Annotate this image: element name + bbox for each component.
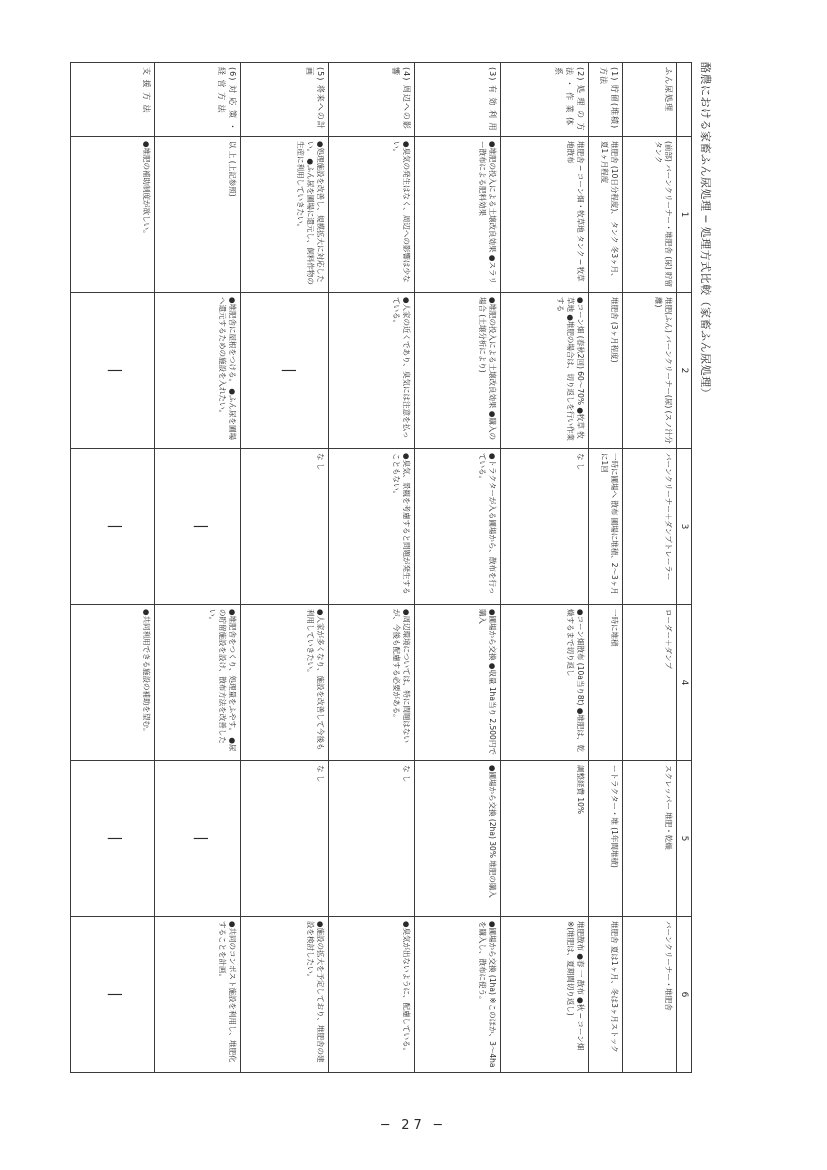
table-cell: ●堆肥の補助制度が欲しい。	[70, 137, 154, 293]
table-cell: ●周辺環境については、特に問題はないが、今後も配慮する必要がある。	[328, 605, 414, 761]
column-number	[676, 63, 691, 137]
empty-cell-dash: |	[154, 761, 240, 917]
empty-cell-dash: |	[70, 917, 154, 1073]
page-number: ─ 27 ─	[381, 1118, 446, 1133]
column-number: 4	[676, 605, 691, 761]
table-cell: な し	[240, 761, 328, 917]
table-row	[240, 63, 328, 1073]
table-cell: ●堆肥舎に屋根をつける。 ●ふん尿を圃場へ還元するための施設を入れたい。	[154, 293, 240, 449]
table-cell: ●堆肥の投入による土壌改良効果 ●購入の場合 (土壌分析により)	[414, 293, 500, 449]
row-label: (5) 将来への計画	[240, 63, 328, 137]
table-row	[328, 63, 414, 1073]
empty-cell-dash: |	[240, 293, 328, 449]
column-number-row	[676, 63, 691, 1073]
row-label: ふん尿処理	[622, 63, 676, 137]
empty-cell-dash: |	[70, 449, 154, 605]
table-cell: ●共同利用できる施設の補助を望む。	[70, 605, 154, 761]
table-cell: な し	[240, 449, 328, 605]
table-cell: ●コーン畑 (春秋2回) 60〜70% ●牧草 牧草地 ●堆肥の場合は、切り返しを行い作業する	[500, 293, 588, 449]
row-label: (2) 処 理 の 方 法 ・ 作 業 体 系	[500, 63, 588, 137]
column-number: 3	[676, 449, 691, 605]
header-row	[622, 63, 676, 1073]
row-label: (6) 対 応 策 ・ 経 営 方 法	[154, 63, 240, 137]
header-cell: 堆肥(ふん) バーンクリーナー(尿) (スノ汁分離)	[622, 293, 676, 449]
column-number: 6	[676, 917, 691, 1073]
table-cell: ●臭気、景観を考慮すると問題が発生することもない。	[328, 449, 414, 605]
table-cell: ●共同のコンポスト施設を利用し、堆肥化することを計画。	[154, 917, 240, 1073]
column-number: 1	[676, 137, 691, 293]
table-cell: 一時に堆積	[588, 605, 622, 761]
table-cell: ●人家の近くであり、臭気には注意を払っている。	[328, 293, 414, 449]
empty-cell-dash: |	[70, 293, 154, 449]
table-cell: ートラクター・堆 (1年間堆積)	[588, 761, 622, 917]
header-cell: バーンクリーナー＋ダンプトレーラー	[622, 449, 676, 605]
table-cell: 調整経費 10%	[500, 761, 588, 917]
table-cell: 一時に圃場へ 散布 圃場に堆積、2〜3ヶ月に1回	[588, 449, 622, 605]
table-cell: ●圃場から交換 (1ha) ※このほか、3〜4haを購入し、散布に使う。	[414, 917, 500, 1073]
row-label: (1) 貯留(堆積)方法	[588, 63, 622, 137]
row-label: (4) 周辺への影響	[328, 63, 414, 137]
table-cell: な し	[500, 449, 588, 605]
table-cell: 堆肥舎 夏は1ヶ月、冬は3ヶ月ストック	[588, 917, 622, 1073]
table-row	[500, 63, 588, 1073]
table-cell: ●コーン畑散布 (10a当り8t) ●堆肥は、乾燥するまで切り返し	[500, 605, 588, 761]
table-cell: ●人家が多くなり、施設を改善して今後も利用していきたい。	[240, 605, 328, 761]
table-cell: ●トラクターが入る圃場から、散布を行っている。	[414, 449, 500, 605]
table-cell: な し	[328, 761, 414, 917]
table-cell: 堆肥舎 ─ コーン畑・牧草地 タンク ─ 牧草地散布	[500, 137, 588, 293]
comparison-table	[70, 62, 692, 1073]
table-cell: ●堆肥舎をつくり、処理量をふやす。 ●尿の貯留施設を設け、散布方法を改善したい。	[154, 605, 240, 761]
column-number: 5	[676, 761, 691, 917]
header-cell: バーンクリーナー・堆肥舎	[622, 917, 676, 1073]
table-cell: ●処理施設を改善し、規模拡大に対応したい。 ●ふん尿を圃場に還元し、飼料作物の生産に利用していきたい。	[240, 137, 328, 293]
row-label: 支 援 方 法	[70, 63, 154, 137]
header-cell: (前部) バーンクリーナー・堆肥舎 (尿) 貯留タンク	[622, 137, 676, 293]
table-cell: 堆肥散布 ●春 一 散布 ●秋 ─ コーン畑 ※(堆肥は、夏期間切り返し)	[500, 917, 588, 1073]
page-heading: 酪農における家畜ふん尿処理 ─ 処理方式比較（家畜ふん尿処理）	[699, 62, 712, 400]
table-cell: ●堆肥の投入による土壌改良効果 ●スラリー散布による肥料効果	[414, 137, 500, 293]
table-cell: ●圃場から交換 (2ha) 30% 堆肥の購入	[414, 761, 500, 917]
header-cell: ローダー＋ダンプ	[622, 605, 676, 761]
table-row	[154, 63, 240, 1073]
table-cell: 堆肥舎 (3ヶ月程度)	[588, 293, 622, 449]
table-cell: ●施設の拡大を予定しており、堆肥舎の建設を検討したい。	[240, 917, 328, 1073]
table-cell: 堆肥舎 (10日分程度)、 タンク 冬3ヶ月、夏1ヶ月程度	[588, 137, 622, 293]
table-row	[588, 63, 622, 1073]
header-cell: スクレッパー 堆肥・乾燥	[622, 761, 676, 917]
table-cell: 以 上 (上記参照)	[154, 137, 240, 293]
table-cell: ●圃場から交換 ●収量 1ha当り 2,500円で購入	[414, 605, 500, 761]
rotated-table-area	[72, 62, 712, 1072]
table-cell: ●臭気の発生はなく、周辺への影響は少ない。	[328, 137, 414, 293]
column-number: 2	[676, 293, 691, 449]
row-label: (3) 有 効 利 用	[414, 63, 500, 137]
empty-cell-dash: |	[70, 761, 154, 917]
empty-cell-dash: |	[154, 449, 240, 605]
table-cell: ●臭気が出ないように、配慮している。	[328, 917, 414, 1073]
table-row	[414, 63, 500, 1073]
table-row	[70, 63, 154, 1073]
